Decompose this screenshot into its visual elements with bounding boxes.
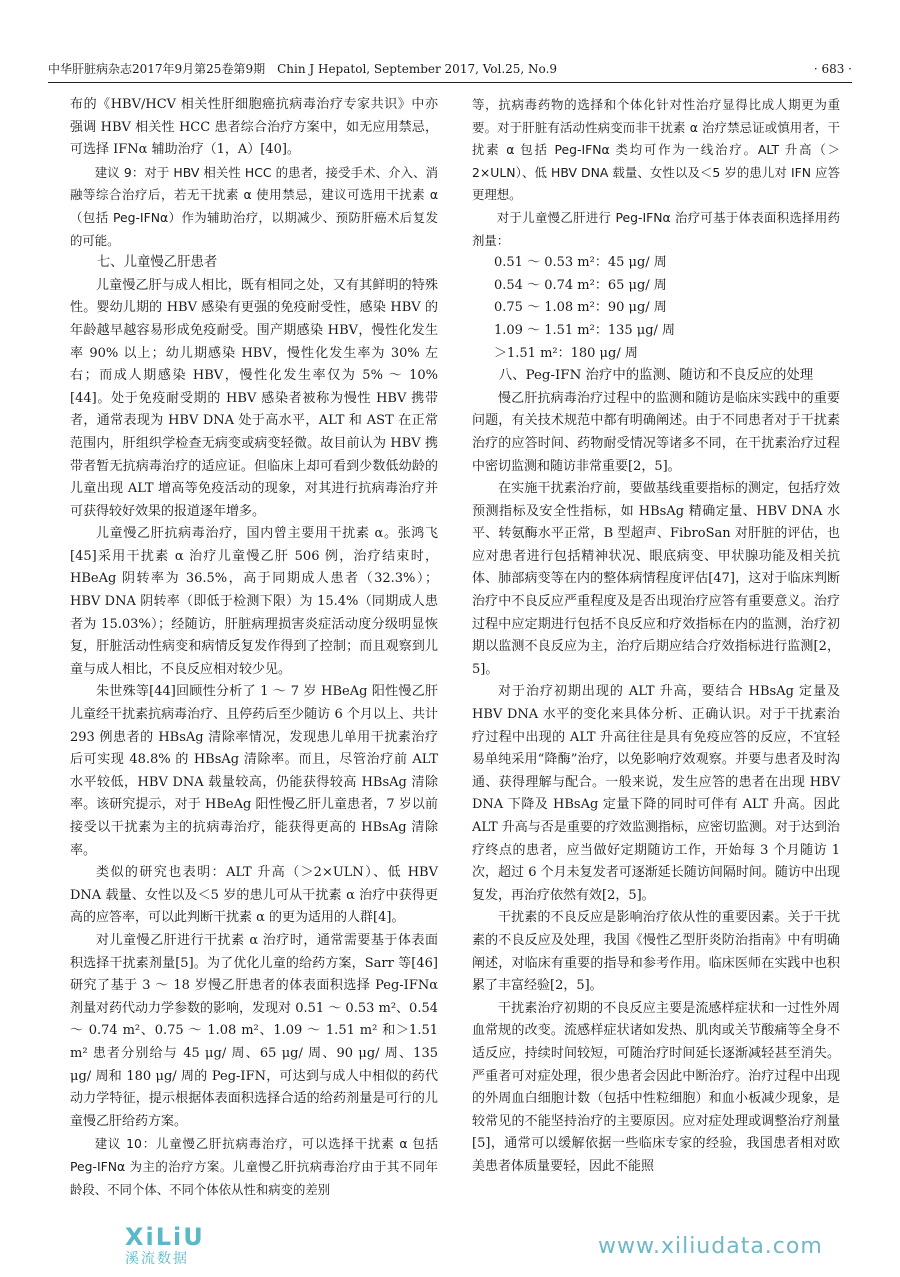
dose-intro: 对于儿童慢乙肝进行 Peg-IFNα 治疗可基于体表面积选择用药剂量： [472,209,840,248]
paragraph: 干扰素的不良反应是影响治疗依从性的重要因素。关于干扰素的不良反应及处理，我国《慢性乙型肝炎防治指南》中有明确阐述，对临床有重要的指导和参考作用。临床医师在实践中也积累了丰富经验[2，5]。 [472,910,840,994]
journal-citation: 中华肝脏病杂志2017年9月第25卷第9期 Chin J Hepatol, September 2017, Vol.25, No.9 [48,62,558,76]
paragraph: 在实施干扰素治疗前，要做基线重要指标的测定，包括疗效预测指标及安全性指标，如 HBsAg 精确定量、HBV DNA 水平、转氨酶水平正常，B 型超声、FibroSan 对肝脏的评估，也应对患者进行包括精神状况、眼底病变、甲状腺功能及相关抗体、肺部病变等在内的整体病情程度评估[47]，这对于临床判断治疗中不良反应严重程度及是否出现治疗应答有重要意义。治疗过程中应定期进行包括不良反应和疗效指标在内的监测，治疗初期以监测不良反应为主，治疗后期应结合疗效指标进行监测[2，5]。 [472,481,840,677]
dose-item: 1.09 ～ 1.51 m²：135 μg/ 周 [494,322,676,338]
watermark-logo [125,1224,235,1272]
dose-item: 0.54 ～ 0.74 m²：65 μg/ 周 [494,277,667,293]
paragraph: 对于治疗初期出现的 ALT 升高，要结合 HBsAg 定量及 HBV DNA 水平的变化来具体分析、正确认识。对于干扰素治疗过程中出现的 ALT 升高往往是具有免疫应答的反应，不宜轻易单纯采用“降酶”治疗，以免影响疗效观察。并要与患者及时沟通、获得理解与配合。一般来说，发生应答的患者在出现 HBV DNA 下降及 HBsAg 定量下降的同时可伴有 ALT 升高。因此 ALT 升高与否是重要的疗效监测指标，应密切监测。对于达到治疗终点的患者，应当做好定期随访工作，开始每 3 个月随访 1 次，超过 6 个月未复发者可逐渐延长随访间隔时间。随访中出现复发，再治疗依然有效[2，5]。 [472,684,840,903]
paragraph: 慢乙肝抗病毒治疗过程中的监测和随访是临床实践中的重要问题，有关技术规范中都有明确阐述。由于不同患者对于干扰素治疗的应答时间、药物耐受情况等诸多不同，在干扰素治疗过程中密切监测和随访非常重要[2，5]。 [472,390,840,474]
running-header [48,58,852,83]
paragraph: 儿童慢乙肝与成人相比，既有相同之处，又有其鲜明的特殊性。婴幼儿期的 HBV 感染有更强的免疫耐受性，感染 HBV 的年龄越早越容易形成免疫耐受。围产期感染 HBV，慢性化发生率 90% 以上；幼儿期感染 HBV，慢性化发生率为 30% 左右；而成人期感染 HBV，慢性化发生率仅为 5% ～ 10%[44]。处于免疫耐受期的 HBV 感染者被称为慢性 HBV 携带者，通常表现为 HBV DNA 处于高水平，ALT 和 AST 在正常范围内，肝组织学检查无病变或病变轻微。故目前认为 HBV 携带者暂无抗病毒治疗的适应证。但临床上却可看到少数低幼龄的儿童出现 ALT 增高等免疫活动的现象，对其进行抗病毒治疗并可获得较好效果的报道逐年增多。 [70,277,438,519]
paragraph: 布的《HBV/HCV 相关性肝细胞癌抗病毒治疗专家共识》中亦强调 HBV 相关性 HCC 患者综合治疗方案中，如无应用禁忌，可选择 IFNα 辅助治疗（1，A）[40]。 [70,97,438,158]
paragraph: 朱世殊等[44]回顾性分析了 1 ～ 7 岁 HBeAg 阳性慢乙肝儿童经干扰素抗病毒治疗、且停药后至少随访 6 个月以上、共计 293 例患者的 HBsAg 清除率情况，发现患儿单用干扰素治疗后可实现 48.8% 的 HBsAg 清除率。而且，尽管治疗前 ALT 水平较低，HBV DNA 载量较高，仍能获得较高 HBsAg 清除率。该研究提示，对于 HBeAg 阳性慢乙肝儿童患者，7 岁以前接受以干扰素为主的抗病毒治疗，能获得更高的 HBsAg 清除率。 [70,684,438,858]
watermark-url: www.xiliudata.com [598,1234,823,1259]
dose-list [472,252,840,365]
section-heading-7: 七、儿童慢乙肝患者 [96,255,218,271]
paragraph: 类似的研究也表明：ALT 升高（＞2×ULN）、低 HBV DNA 载量、女性以及＜5 岁的患儿可从干扰素 α 治疗中获得更高的应答率，可以此判断干扰素 α 的更为适用的人群[4]。 [70,865,438,926]
recommendation-10-continued: 等，抗病毒药物的选择和个体化针对性治疗显得比成人期更为重要。对于肝脏有活动性病变而非干扰素 α 治疗禁忌证或慎用者，干扰素 α 包括 Peg-IFNα 类均可作为一线治疗。ALT 升高（＞2×ULN）、低 HBV DNA 载量、女性以及＜5 岁的患儿对 IFN 应答更理想。 [472,97,840,203]
watermark-subtitle: 溪流数据 [125,1251,189,1267]
dose-item: 0.75 ～ 1.08 m²：90 μg/ 周 [494,300,667,316]
paragraph: 干扰素治疗初期的不良反应主要是流感样症状和一过性外周血常规的改变。流感样症状诸如发热、肌肉或关节酸痛等全身不适反应，持续时间较短，可随治疗时间延长逐渐减轻甚至消失。严重者可对症处理，很少患者会因此中断治疗。治疗过程中出现的外周血白细胞计数（包括中性粒细胞）和血小板减少现象，是较常见的不能坚持治疗的主要原因。应对症处理或调整治疗剂量[5]，通常可以缓解依据一些临床专家的经验，我国患者相对欧美患者体质量要轻，因此不能照 [472,1000,840,1174]
recommendation-10: 建议 10：儿童慢乙肝抗病毒治疗，可以选择干扰素 α 包括 Peg-IFNα 为主的治疗方案。儿童慢乙肝抗病毒治疗由于其不同年龄段、不同个体、不同个体依从性和病变的差别 [70,1136,438,1197]
page-number: · 683 · [813,62,852,76]
paragraph: 对儿童慢乙肝进行干扰素 α 治疗时，通常需要基于体表面积选择干扰素剂量[5]。为了优化儿童的给药方案，Sarr 等[46]研究了基于 3 ～ 18 岁慢乙肝患者的体表面积选择 Peg-IFNα 剂量对药代动力学参数的影响，发现对 0.51 ～ 0.53 m²、0.54 ～ 0.74 m²、0.75 ～ 1.08 m²、1.09 ～ 1.51 m² 和＞1.51 m² 患者分别给与 45 μg/ 周、65 μg/ 周、90 μg/ 周、135 μg/ 周和 180 μg/ 周的 Peg-IFN，可达到与成人中相似的药代动力学特征，提示根据体表面积选择合适的给药剂量是可行的儿童慢乙肝给药方案。 [70,932,438,1129]
section-heading-8: 八、Peg-IFN 治疗中的监测、随访和不良反应的处理 [498,368,814,384]
right-column [472,94,840,1179]
dose-item: ＞1.51 m²：180 μg/ 周 [494,345,638,361]
left-column [70,94,438,1201]
dose-item: 0.51 ～ 0.53 m²：45 μg/ 周 [494,255,667,271]
recommendation-9: 建议 9：对于 HBV 相关性 HCC 的患者，接受手术、介入、消融等综合治疗后，若无干扰素 α 使用禁忌，建议可选用干扰素 α（包括 Peg-IFNα）作为辅助治疗，以期减少、预防肝癌术后复发的可能。 [70,164,438,248]
paragraph: 儿童慢乙肝抗病毒治疗，国内曾主要用干扰素 α。张鸿飞[45]采用干扰素 α 治疗儿童慢乙肝 506 例，治疗结束时，HBeAg 阴转率为 36.5%，高于同期成人患者（32.3%）；HBV DNA 阴转率（即低于检测下限）为 15.4%（同期成人患者为 15.03%）；经随访，肝脏病理损害炎症活动度分级明显恢复，肝脏活动性病变和病情反复发作得到了控制；而且观察到儿童与成人相比，不良反应相对较少见。 [70,526,438,677]
watermark-brand: XiLiU [125,1223,205,1251]
